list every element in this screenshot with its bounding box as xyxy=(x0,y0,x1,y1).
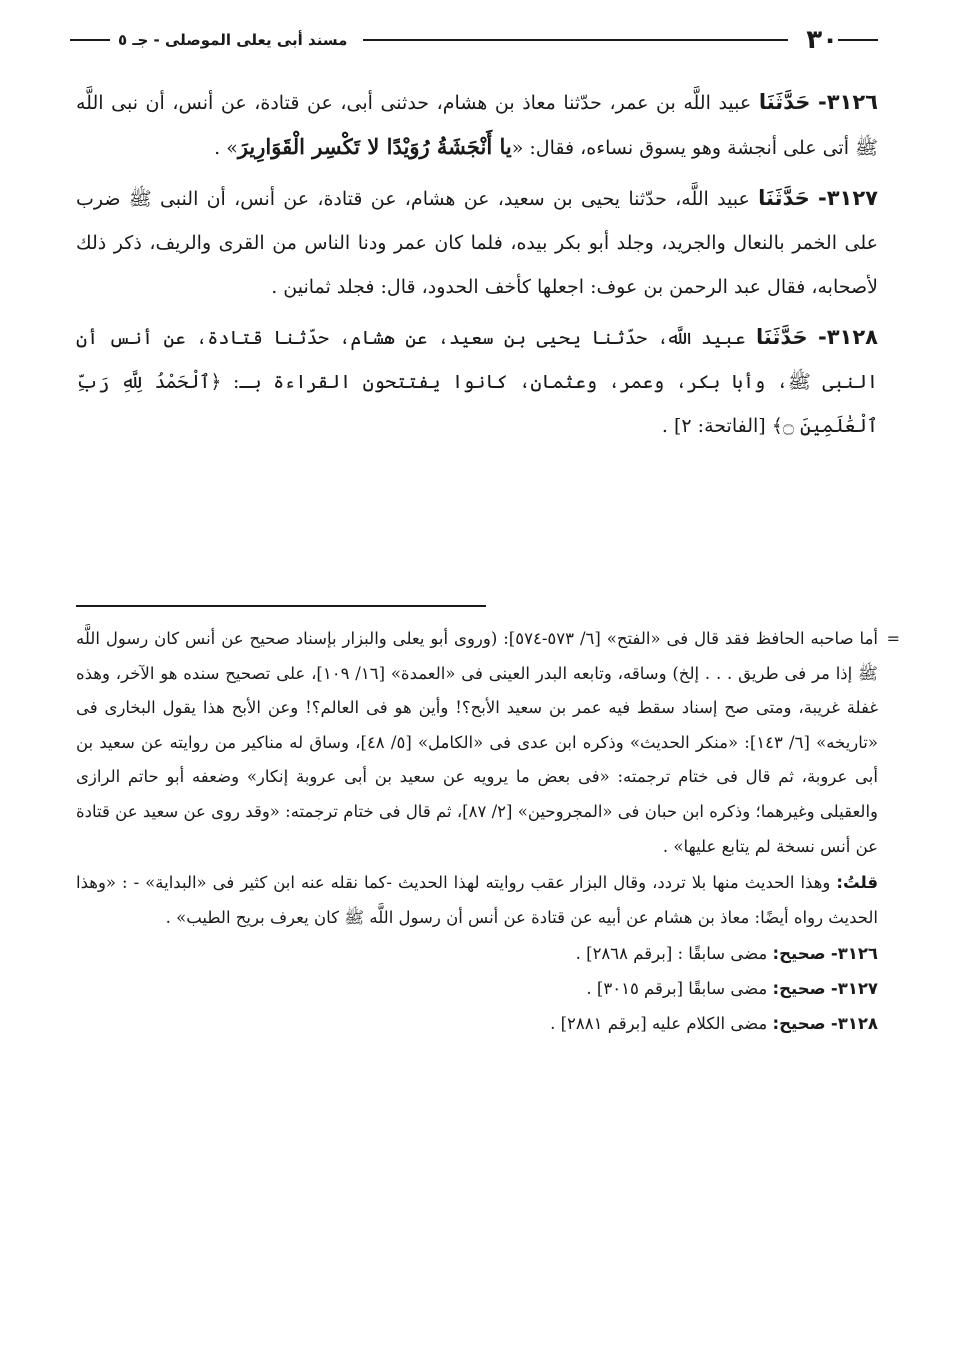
grade-line-3127 xyxy=(76,972,878,1007)
header-rule-middle xyxy=(363,39,788,41)
hadith-number: ٣١٢٦- xyxy=(818,90,879,114)
hadith-quote: يا أَنْجَشَةُ رُوَيْدًا لا تَكْسِر الْقَوَارِيرَ xyxy=(237,134,512,159)
grade-line-3126 xyxy=(76,937,878,972)
hadith-text: عبيد اللَّه بن عمر، حدّثنا معاذ بن هشام، حدثنى أبى، عن قتادة، عن أنس، أن نبى اللَّه ﷺ أتى على أنجشة وهو يسوق نساءه، فقال: « xyxy=(76,92,878,159)
footnote-separator xyxy=(76,605,486,607)
grade-note: مضى سابقًا [برقم ٣٠١٥] . xyxy=(586,978,768,998)
footnote-paragraph xyxy=(76,622,900,864)
hadith-lead: حَدَّثَنَا xyxy=(758,90,811,114)
footnote-text: أما صاحبه الحافظ فقد قال فى «الفتح» [٦/ ٥٧٣-٥٧٤]: (وروى أبو يعلى والبزار بإسناد صحيح عن أنس كان رسول اللَّه ﷺ إذا مر فى طريق . . . إلخ) وساقه، وتابعه البدر العينى فى «العمدة» [١٦/ ١٠٩]، على تصحيح سنده هو الآخر، وهذه غفلة غريبة، ومتى صح إسناد سقط فيه عمر بن سعيد الأبح؟! وأين هو فى العالم؟! وعن الأبح هذا يقول البخارى فى «تاريخه» [٦/ ١٤٣]: «منكر الحديث» وذكره ابن عدى فى «الكامل» [٥/ ٤٨]، وساق له مناكير من روايته عن سعيد بن أبى عروبة، ثم قال فى ختام ترجمته: «فى بعض ما يرويه عن سعيد بن أبى عروبة إنكار» وضعفه أبو حاتم الرازى والعقيلى وغيرهما؛ وذكره ابن حبان فى «المجروحين» [٢/ ٨٧]، ثم قال فى ختام ترجمته: «وقد روى عن سعيد عن قتادة عن أنس نسخة لم يتابع عليها» . xyxy=(76,629,878,856)
header-rule-right xyxy=(838,39,878,41)
hadith-3127 xyxy=(76,176,878,309)
grade-number: ٣١٢٨- xyxy=(830,1013,878,1033)
footnote-comment xyxy=(76,866,878,935)
book-title: مسند أبى يعلى الموصلى - جـ ٥ xyxy=(118,31,348,49)
grade-note: مضى سابقًا : [برقم ٢٨٦٨] . xyxy=(575,944,768,964)
hadith-lead: حَدَّثَنَا xyxy=(758,186,810,210)
header-rule-left xyxy=(70,39,110,41)
grade-note: مضى الكلام عليه [برقم ٢٨٨١] . xyxy=(550,1013,768,1033)
grade-line-3128 xyxy=(76,1007,878,1042)
hadith-number: ٣١٢٧- xyxy=(818,186,878,210)
main-text xyxy=(76,80,878,454)
hadith-text: عبيد اللَّه، حدّثنا يحيى بن سعيد، عن هشام، حدّثنا قتادة، عن أنس أن النبى ﷺ، وأبا بكر، وعمر، وعثمان، كانوا يفتتحون القراءة بـ: ﴿ٱلْحَمْدُ لِلَّهِ رَبِّ ٱلْعَٰلَمِينَ ۝﴾ [الفاتحة: ٢] . xyxy=(76,327,878,437)
grade-word: صحيح: xyxy=(772,944,826,964)
continuation-marker: = xyxy=(886,629,900,648)
grade-number: ٣١٢٧- xyxy=(830,978,878,998)
hadith-text-end: » . xyxy=(214,137,238,159)
comment-text: وهذا الحديث منها بلا تردد، وقال البزار عقب روايته لهذا الحديث -كما نقله عنه ابن كثير فى «البداية» - : «وهذا الحديث رواه أيضًا: معاذ بن هشام عن أبيه عن قتادة عن أنس أن رسول اللَّه ﷺ كان يعرف بريح الطيب» . xyxy=(76,873,878,927)
hadith-number: ٣١٢٨- xyxy=(818,325,879,349)
hadith-text: عبيد اللَّه، حدّثنا يحيى بن سعيد، عن هشام، عن قتادة، عن أنس، أن النبى ﷺ ضرب على الخمر بالنعال والجريد، وجلد أبو بكر بيده، فلما كان عمر ودنا الناس من القرى والريف، ذكر ذلك لأصحابه، فقال عبد الرحمن بن عوف: اجعلها كأخف الحدود، قال: فجلد ثمانين . xyxy=(76,188,878,298)
hadith-lead: حَدَّثَنَا xyxy=(756,325,808,349)
grade-number: ٣١٢٦- xyxy=(830,944,878,964)
grade-word: صحيح: xyxy=(772,1013,826,1033)
hadith-3128 xyxy=(76,315,878,448)
hadith-3126 xyxy=(76,80,878,170)
comment-lead: قلتُ: xyxy=(836,873,878,893)
grade-word: صحيح: xyxy=(772,978,826,998)
running-header xyxy=(70,24,878,56)
page-number: ٣٠ xyxy=(806,25,838,55)
footnotes xyxy=(76,622,900,1041)
